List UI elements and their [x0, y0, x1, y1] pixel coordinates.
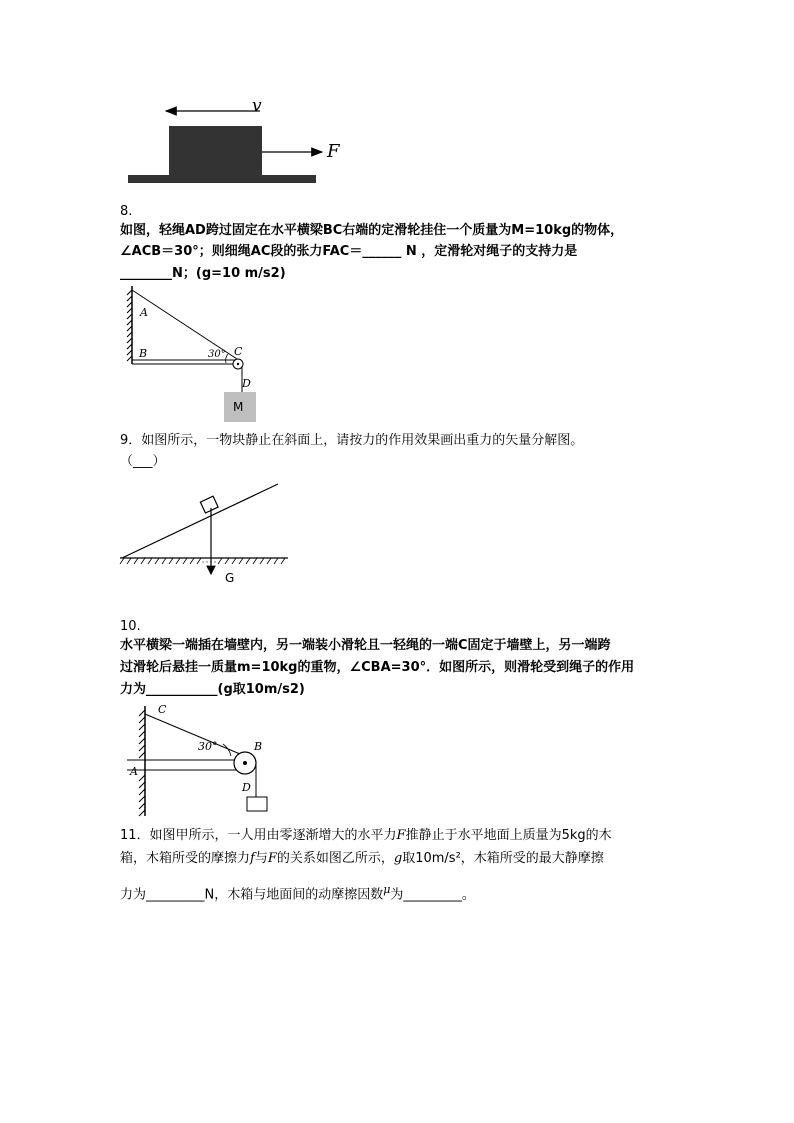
q11-line1: 11．如图甲所示，一人用由零逐渐增大的水平力F推静止于水平地面上质量为5kg的木: [120, 828, 612, 843]
q9-line1: 9．如图所示，一物块静止在斜面上，请按力的作用效果画出重力的矢量分解图。: [120, 433, 584, 448]
block: [169, 126, 262, 176]
q8-label-angle: 30°: [208, 349, 226, 360]
q8-label-b: B: [139, 347, 148, 360]
q8-number: 8.: [120, 204, 133, 219]
q8-line1: 如图，轻绳AD跨过固定在水平横梁BC右端的定滑轮挂住一个质量为M=10kg的物体，: [120, 223, 624, 238]
q10-number: 10.: [120, 619, 141, 634]
q10-line1: 水平横梁一端插在墙壁内，另一端装小滑轮且一轻绳的一端C固定于墙壁上，另一端跨: [120, 638, 611, 653]
q9-line2: （___）: [120, 454, 166, 469]
block-ground-figure: [120, 92, 360, 192]
q9-incline-figure: [118, 478, 293, 576]
q11-line2: 箱，木箱所受的摩擦力f与F的关系如图乙所示，g取10m/s²，木箱所受的最大静摩擦: [120, 851, 604, 866]
weight-box: [247, 797, 267, 811]
q8-label-mass: M: [233, 400, 244, 414]
q8-line2: ∠ACB＝30°；则细绳AC段的张力FAC＝______ N ，定滑轮对绳子的支持力是: [120, 244, 578, 259]
q10-label-d: D: [242, 781, 251, 794]
q8-label-d: D: [242, 377, 251, 390]
q10-label-angle: 30°: [198, 740, 218, 753]
q10-line3: 力为___________(g取10m/s2): [120, 682, 305, 697]
q10-line2: 过滑轮后悬挂一质量m=10kg的重物，∠CBA=30°．如图所示，则滑轮受到绳子的作用: [120, 660, 635, 675]
q9-label-g: G: [225, 571, 235, 585]
q10-pulley-figure: [125, 704, 275, 818]
q10-label-b: B: [254, 740, 263, 753]
q10-label-c: C: [158, 703, 167, 716]
q8-line3: ________N；(g=10 m/s2): [120, 266, 286, 281]
ground-bar: [128, 175, 316, 183]
force-label: F: [327, 141, 340, 162]
q8-label-a: A: [140, 306, 148, 319]
q11-line3: 力为_________N，木箱与地面间的动摩擦因数$^\mu$为_________。: [120, 883, 475, 903]
q10-label-a: A: [130, 765, 138, 778]
q8-label-c: C: [234, 345, 243, 358]
velocity-label: v: [252, 96, 262, 116]
